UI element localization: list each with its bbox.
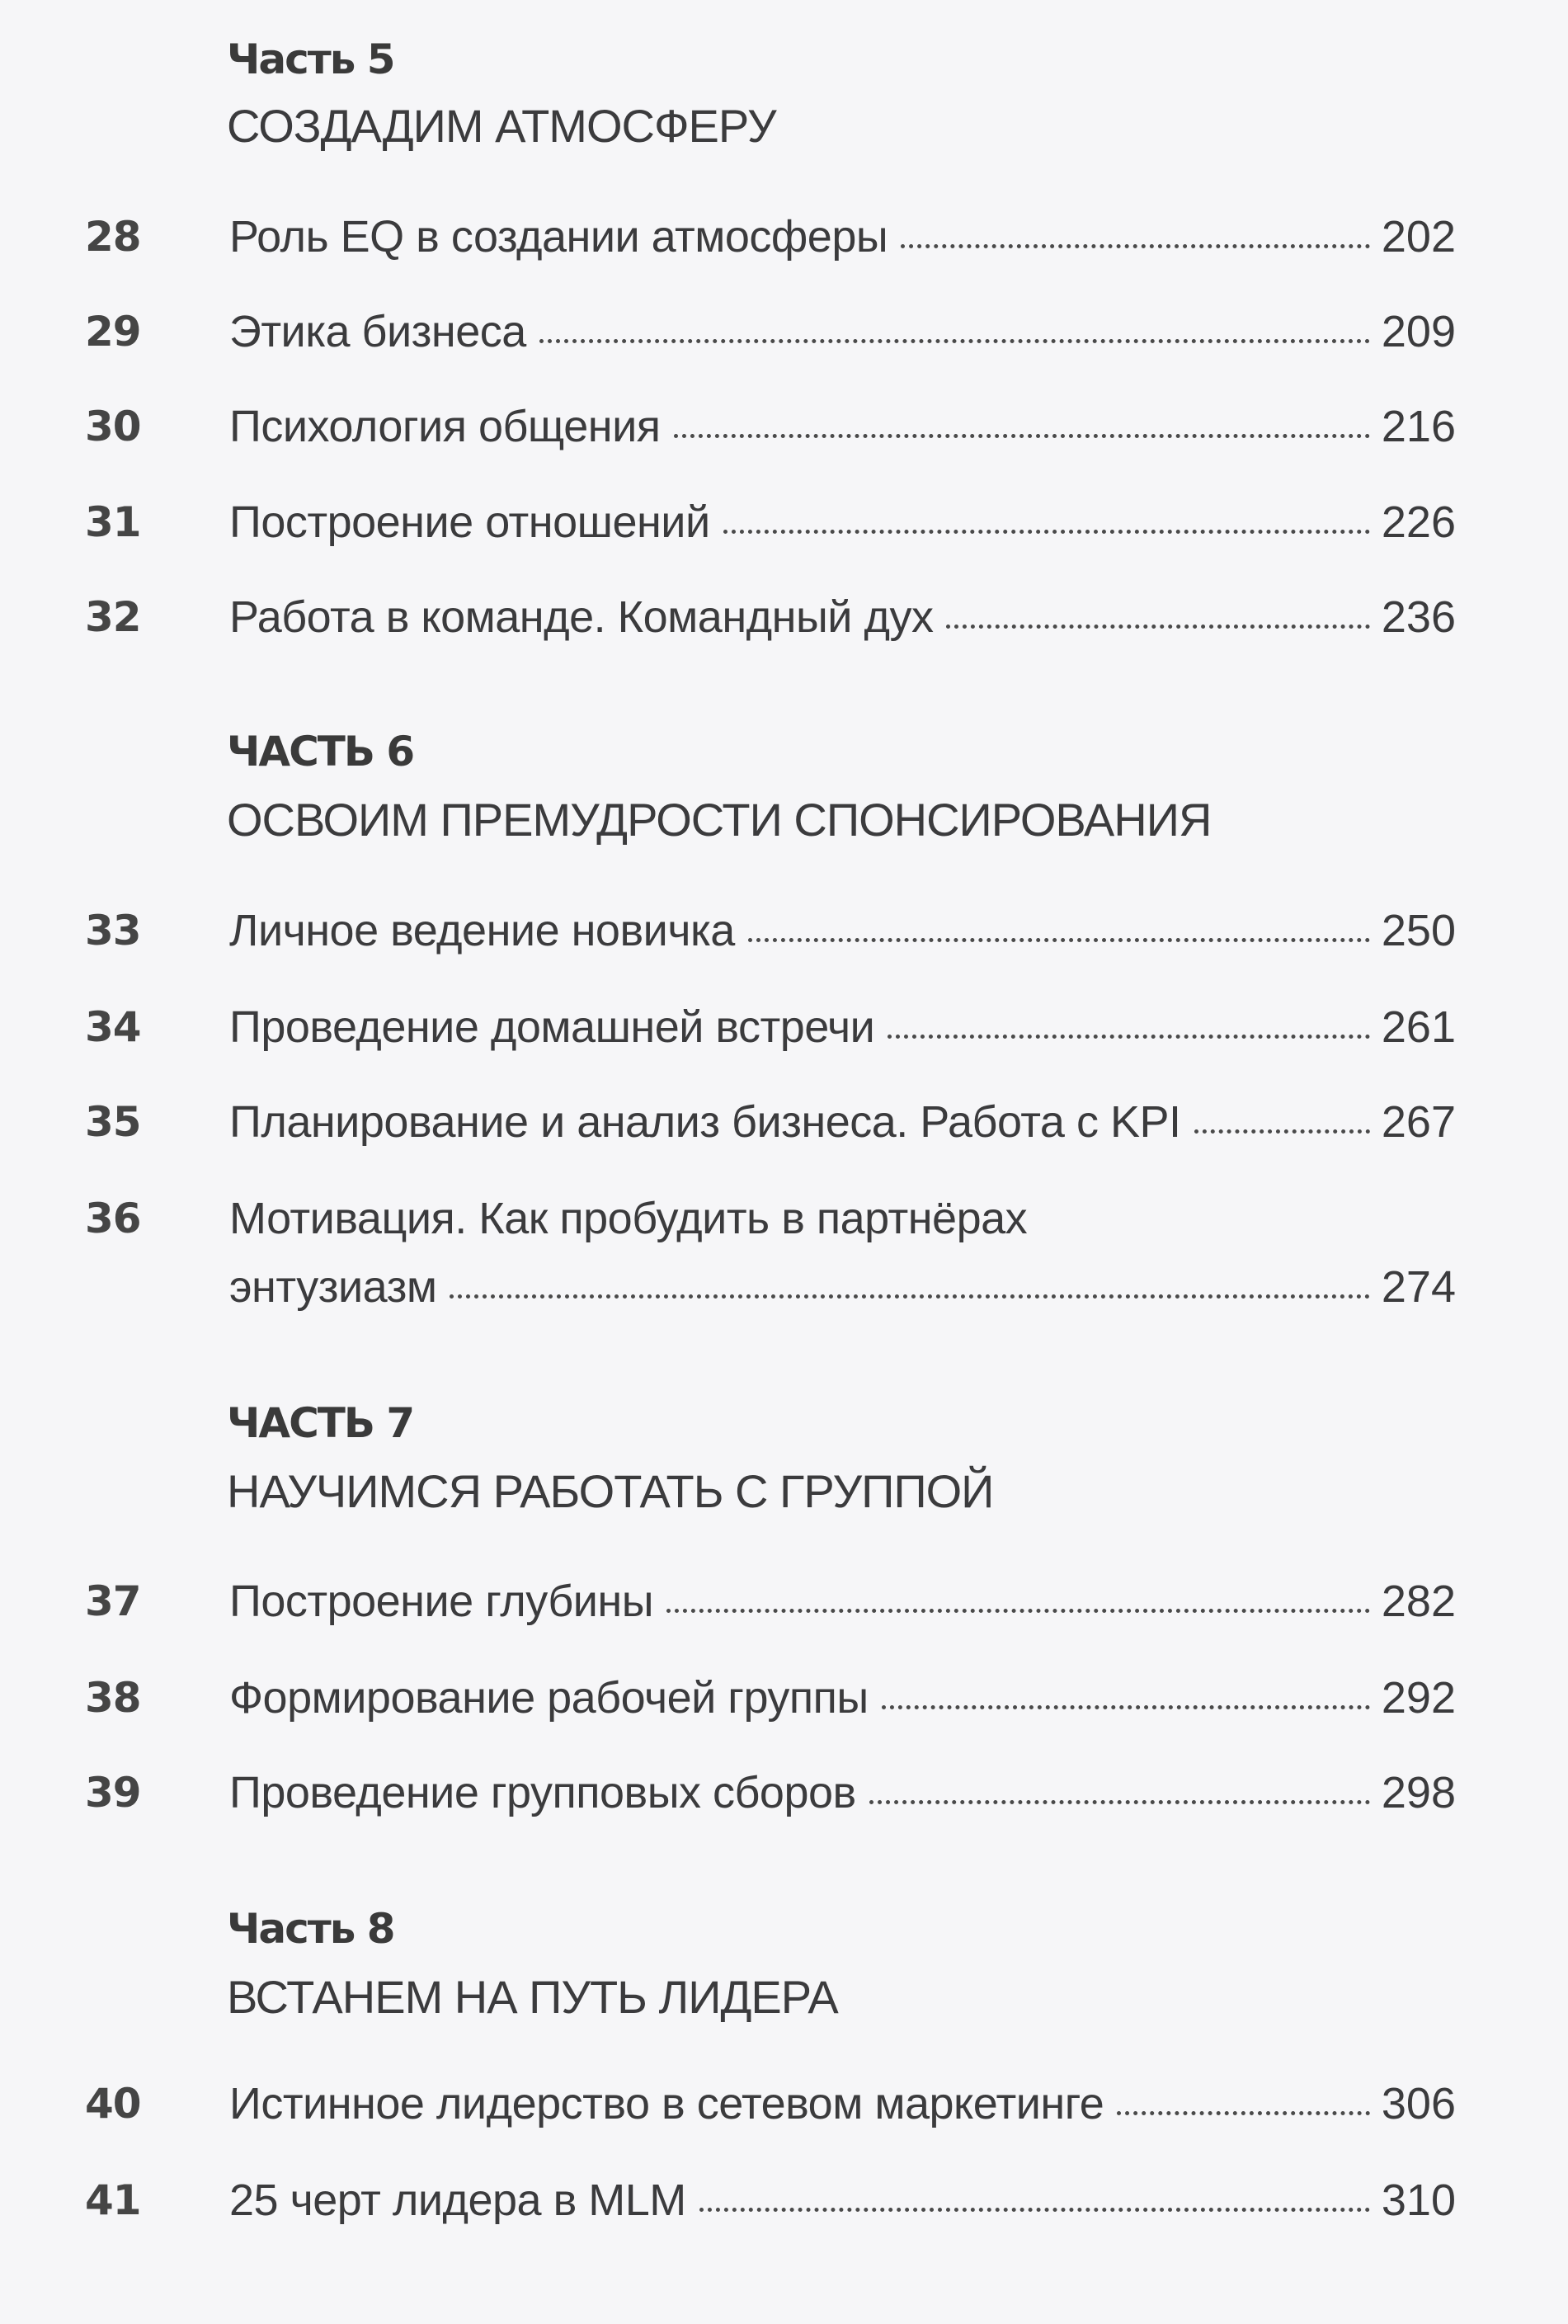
page-number: 274 xyxy=(1381,1262,1456,1312)
toc-entry[interactable] xyxy=(0,2075,1568,2133)
part-title: ВСТАНЕМ НА ПУТЬ ЛИДЕРА xyxy=(227,1971,838,2023)
chapter-number: 36 xyxy=(85,1195,141,1242)
toc-entry[interactable] xyxy=(0,1093,1568,1151)
part-title: НАУЧИМСЯ РАБОТАТЬ С ГРУППОЙ xyxy=(227,1465,994,1517)
chapter-title: Работа в команде. Командный дух xyxy=(229,592,934,642)
chapter-number: 39 xyxy=(85,1769,141,1817)
chapter-number: 28 xyxy=(85,213,141,261)
chapter-number: 32 xyxy=(85,593,141,641)
page-number: 298 xyxy=(1381,1768,1456,1817)
page-number: 310 xyxy=(1381,2176,1456,2225)
page-number: 226 xyxy=(1381,497,1456,547)
toc-entry[interactable] xyxy=(0,998,1568,1056)
toc-entry[interactable] xyxy=(0,902,1568,959)
dot-leader xyxy=(748,935,1370,942)
chapter-number: 37 xyxy=(85,1577,141,1625)
chapter-title: Роль EQ в создании атмосферы xyxy=(229,212,888,262)
chapter-number: 35 xyxy=(85,1098,141,1146)
dot-leader xyxy=(901,241,1370,248)
chapter-title: Психология общения xyxy=(229,402,661,451)
toc-entry[interactable] xyxy=(0,2171,1568,2229)
part-title: СОЗДАДИМ АТМОСФЕРУ xyxy=(227,100,776,152)
chapter-number: 29 xyxy=(85,308,141,356)
toc-entry[interactable] xyxy=(0,493,1568,551)
dot-leader xyxy=(882,1702,1370,1709)
page-number: 209 xyxy=(1381,307,1456,356)
dot-leader xyxy=(674,431,1370,438)
chapter-title: Проведение домашней встречи xyxy=(229,1002,875,1052)
dot-leader xyxy=(869,1797,1370,1804)
chapter-title: Построение глубины xyxy=(229,1577,654,1626)
page-number: 236 xyxy=(1381,592,1456,642)
part-title: ОСВОИМ ПРЕМУДРОСТИ СПОНСИРОВАНИЯ xyxy=(227,794,1212,846)
toc-entry[interactable] xyxy=(0,398,1568,455)
part-label: ЧАСТЬ 6 xyxy=(227,728,414,775)
dot-leader xyxy=(666,1605,1370,1613)
chapter-number: 33 xyxy=(85,907,141,955)
chapter-title: 25 черт лидера в MLM xyxy=(229,2176,686,2225)
dot-leader xyxy=(450,1291,1369,1299)
dot-leader xyxy=(1194,1126,1370,1134)
chapter-title-line-1: Мотивация. Как пробудить в партнёрах xyxy=(229,1194,1028,1243)
chapter-number: 40 xyxy=(85,2080,141,2128)
page-number: 306 xyxy=(1381,2079,1456,2128)
toc-entry[interactable] xyxy=(0,588,1568,646)
part-label: ЧАСТЬ 7 xyxy=(227,1399,414,1447)
toc-entry[interactable] xyxy=(0,1572,1568,1630)
toc-entry[interactable] xyxy=(0,303,1568,361)
chapter-title: Истинное лидерство в сетевом маркетинге xyxy=(229,2079,1104,2128)
chapter-number: 38 xyxy=(85,1674,141,1722)
chapter-number: 30 xyxy=(85,403,141,450)
page-number: 267 xyxy=(1381,1097,1456,1147)
toc-entry[interactable] xyxy=(0,1669,1568,1727)
chapter-number: 34 xyxy=(85,1003,141,1051)
chapter-title: Этика бизнеса xyxy=(229,307,526,356)
page-number: 202 xyxy=(1381,212,1456,262)
part-label: Часть 5 xyxy=(227,35,394,83)
page-number: 261 xyxy=(1381,1002,1456,1052)
page-number: 250 xyxy=(1381,906,1456,955)
chapter-number: 31 xyxy=(85,498,141,546)
chapter-title-line-2: энтузиазм xyxy=(229,1262,437,1312)
dot-leader xyxy=(539,336,1370,343)
part-label: Часть 8 xyxy=(227,1905,394,1953)
dot-leader xyxy=(946,621,1369,629)
chapter-title: Формирование рабочей группы xyxy=(229,1673,869,1723)
dot-leader xyxy=(888,1031,1370,1039)
dot-leader xyxy=(723,526,1370,534)
chapter-title: Построение отношений xyxy=(229,497,710,547)
toc-entry-continuation[interactable] xyxy=(0,1258,1568,1316)
chapter-number: 41 xyxy=(85,2176,141,2224)
page-number: 282 xyxy=(1381,1577,1456,1626)
page-number: 292 xyxy=(1381,1673,1456,1723)
chapter-title: Личное ведение новичка xyxy=(229,906,735,955)
toc-entry[interactable] xyxy=(0,1764,1568,1822)
page-number: 216 xyxy=(1381,402,1456,451)
toc-entry[interactable] xyxy=(0,1190,1568,1247)
dot-leader xyxy=(699,2204,1370,2212)
toc-entry[interactable] xyxy=(0,208,1568,266)
dot-leader xyxy=(1117,2108,1370,2115)
chapter-title: Планирование и анализ бизнеса. Работа с KPI xyxy=(229,1097,1181,1147)
chapter-title: Проведение групповых сборов xyxy=(229,1768,856,1817)
